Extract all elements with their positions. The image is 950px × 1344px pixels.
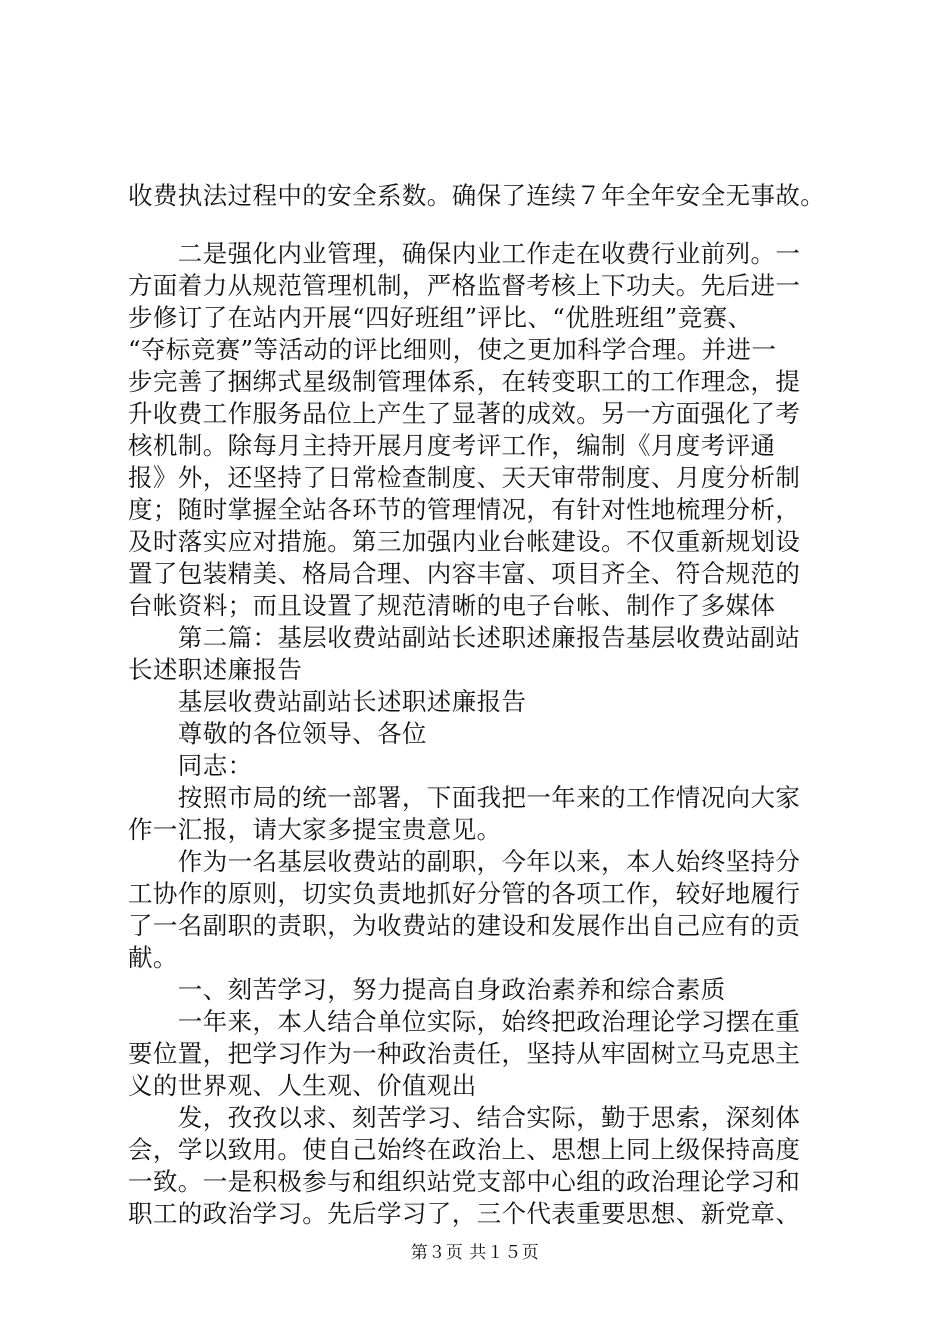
text-line: 工协作的原则，切实负责地抓好分管的各项工作，较好地履行 <box>128 879 801 908</box>
text-line: 收费执法过程中的安全系数。确保了连续７年全年安全无事故。 <box>128 181 826 210</box>
text-line: 按照市局的统一部署，下面我把一年来的工作情况向大家 <box>128 783 801 812</box>
text-line: 核机制。除每月主持开展月度考评工作，编制《月度考评通 <box>128 431 776 460</box>
text-line: 作为一名基层收费站的副职，今年以来，本人始终坚持分 <box>128 847 801 876</box>
salutation: 同志： <box>128 751 253 780</box>
text-line: 度；随时掌握全站各环节的管理情况，有针对性地梳理分析， <box>128 495 801 524</box>
text-line: “夺标竞赛”等活动的评比细则，使之更加科学合理。并进一 <box>128 335 777 364</box>
text-line: 方面着力从规范管理机制，严格监督考核上下功夫。先后进一 <box>128 271 801 300</box>
text-line: 一致。一是积极参与和组织站党支部中心组的政治理论学习和 <box>128 1167 801 1196</box>
text-line: 会，学以致用。使自己始终在政治上、思想上同上级保持高度 <box>128 1135 801 1164</box>
text-line: 台帐资料；而且设置了规范清晰的电子台帐、制作了多媒体 <box>128 591 776 620</box>
page-number: 第３页 共１５页 <box>410 1243 540 1263</box>
text-line: 发，孜孜以求、刻苦学习、结合实际，勤于思索，深刻体 <box>128 1103 801 1132</box>
text-line: 步修订了在站内开展“四好班组”评比、“优胜班组”竞赛、 <box>128 303 753 332</box>
text-line: 了一名副职的责职，为收费站的建设和发展作出自己应有的贡 <box>128 911 801 940</box>
report-title: 基层收费站副站长述职述廉报告 <box>128 687 527 716</box>
text-line: 职工的政治学习。先后学习了，三个代表重要思想、新党章、 <box>128 1199 801 1228</box>
section-heading: 长述职述廉报告 <box>128 655 303 684</box>
text-line: 义的世界观、人生观、价值观出 <box>128 1071 477 1100</box>
section-heading: 第二篇：基层收费站副站长述职述廉报告基层收费站副站 <box>128 623 801 652</box>
subheading: 一、刻苦学习，努力提高自身政治素养和综合素质 <box>128 975 726 1004</box>
salutation: 尊敬的各位领导、各位 <box>128 719 427 748</box>
text-line: 一年来，本人结合单位实际，始终把政治理论学习摆在重 <box>128 1007 801 1036</box>
text-line: 二是强化内业管理，确保内业工作走在收费行业前列。一 <box>128 239 801 268</box>
text-line: 要位置，把学习作为一种政治责任，坚持从牢固树立马克思主 <box>128 1039 801 1068</box>
text-line: 置了包装精美、格局合理、内容丰富、项目齐全、符合规范的 <box>128 559 801 588</box>
text-line: 作一汇报，请大家多提宝贵意见。 <box>128 815 502 844</box>
text-line: 及时落实应对措施。第三加强内业台帐建设。不仅重新规划设 <box>128 527 801 556</box>
text-line: 报》外，还坚持了日常检查制度、天天审带制度、月度分析制 <box>128 463 801 492</box>
text-line: 献。 <box>128 943 178 972</box>
text-line: 步完善了捆绑式星级制管理体系，在转变职工的工作理念，提 <box>128 367 801 396</box>
text-line: 升收费工作服务品位上产生了显著的成效。另一方面强化了考 <box>128 399 801 428</box>
